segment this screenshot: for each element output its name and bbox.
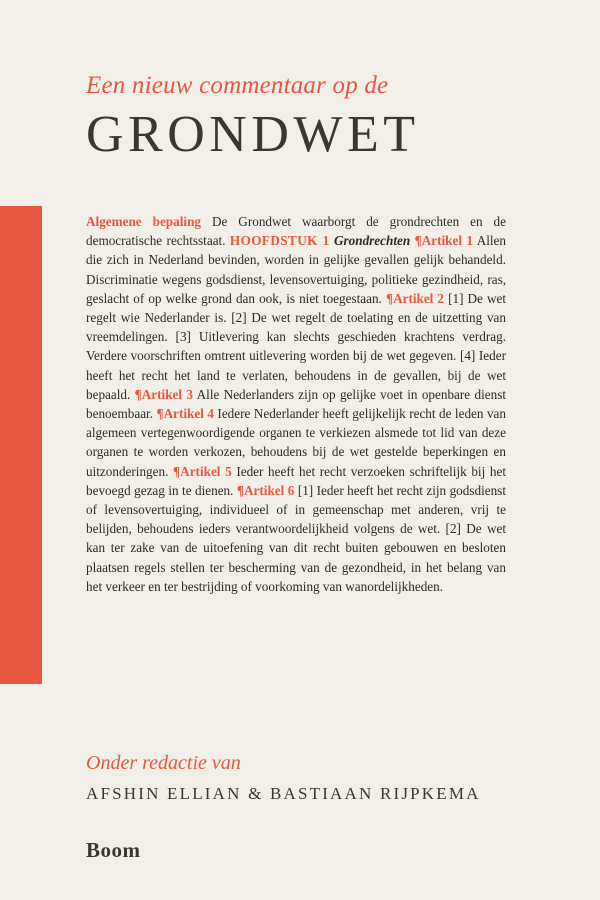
constitution-text-block — [86, 212, 506, 596]
article-label-5: Artikel 5 — [180, 463, 232, 479]
cover-subtitle: Een nieuw commentaar op de — [86, 72, 389, 99]
general-provision-text: De Grondwet waarborgt de grondrechten en de democratische rechtsstaat. — [86, 214, 506, 249]
article-text-3: Alle Nederlanders zijn op gelijke voet in openbare dienst benoembaar. — [86, 386, 506, 422]
chapter-title: Grondrechten — [334, 233, 411, 249]
article-label-1: Artikel 1 — [421, 233, 474, 249]
article-text-2: [1] De wet regelt wie Nederlander is. [2] De wet regelt de toelating en de uitzetting van vreemdelingen. [3] Uitlevering kan slechts geschieden krachtens verdrag. Verdere voorschriften omtrent uitlevering worden bij de wet gegeven. [4] Ieder heeft het recht het land te verlaten, behoudens in de gevallen, bij de wet bepaald. — [86, 290, 507, 402]
article-label-3: Artikel 3 — [141, 386, 193, 402]
article-text-4: Iedere Nederlander heeft gelijkelijk recht de leden van algemeen vertegenwoordigende organen te verkiezen alsmede tot lid van deze organen te worden verkozen, behoudens bij de wet gestelde beperkingen en uitzonderingen. — [86, 406, 506, 479]
article-text-1: Allen die zich in Nederland bevinden, worden in gelijke gevallen gelijk behandeld. Discriminatie wegens godsdienst, levensovertuiging, politieke gezindheid, ras, geslacht of op welke grond dan ook, is niet toegestaan. — [86, 233, 507, 306]
pilcrow-icon: ¶ — [414, 233, 422, 249]
pilcrow-icon: ¶ — [385, 290, 394, 306]
article-text-6: [1] Ieder heeft het recht zijn godsdienst of levensovertuiging, individueel of in gemeenschap met anderen, vrij te belijden, behoudens ieders verantwoordelijkheid volgens de wet. [2] De wet kan ter zake van de uitoefening van dit recht buiten gebouwen en besloten plaatsen regels stellen ter bescherming van de gezondheid, in het belang van het verkeer en ter bestrijding of voorkoming van wanordelijkheden. — [86, 482, 506, 594]
article-label-6: Artikel 6 — [244, 482, 295, 498]
editors-block — [86, 752, 546, 804]
general-provision-label: Algemene bepaling — [86, 214, 201, 229]
pilcrow-icon: ¶ — [236, 482, 245, 498]
cover-title: GRONDWET — [86, 105, 420, 163]
title-block — [86, 72, 556, 162]
editors-lead: Onder redactie van — [86, 752, 241, 774]
article-text-5: Ieder heeft het recht verzoeken schriftelijk bij het bevoegd gezag in te dienen. — [86, 463, 507, 498]
constitution-paragraph — [86, 212, 506, 596]
editors-names: AFSHIN ELLIAN & BASTIAAN RIJPKEMA — [86, 784, 481, 803]
pilcrow-icon: ¶ — [173, 463, 181, 479]
pilcrow-icon: ¶ — [156, 406, 164, 422]
article-label-4: Artikel 4 — [163, 406, 214, 422]
chapter-label: HOOFDSTUK 1 — [229, 233, 330, 249]
article-label-2: Artikel 2 — [393, 290, 445, 306]
publisher-logo: Boom — [86, 838, 141, 862]
pilcrow-icon: ¶ — [134, 386, 142, 402]
accent-bar — [0, 206, 42, 684]
